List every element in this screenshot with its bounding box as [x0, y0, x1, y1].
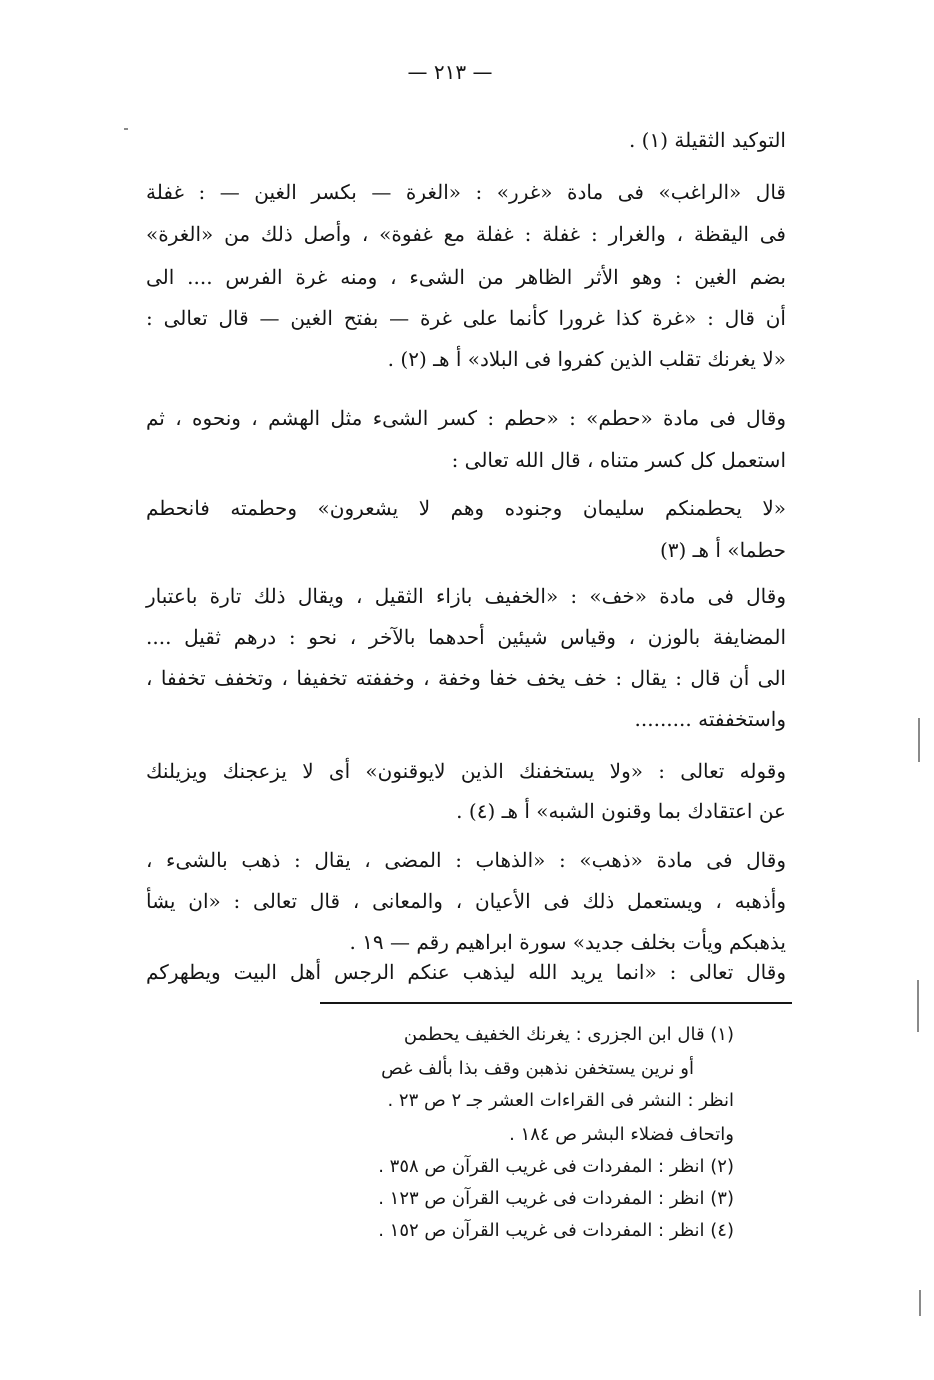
scan-artifact	[918, 718, 920, 762]
text-line: فى اليقظة ، والغرار : غفلة : غفلة مع غفوة» ، وأصل ذلك من «الغرة»	[146, 222, 786, 246]
footnote-line: انظر : النشر فى القراءات العشر جـ ٢ ص ٢٣ .	[387, 1090, 734, 1111]
footnote-line: (١) قال ابن الجزرى : يغرنك الخفيف يحطمن	[403, 1024, 734, 1045]
text-line: حطما» أ هـ (٣)	[659, 538, 786, 562]
text-line: استعمل كل كسر متناه ، قال الله تعالى :	[451, 448, 786, 472]
text-line: قال «الراغب» فى مادة «غرر» : «الغرة — بكسر الغين — : غفلة	[146, 180, 786, 204]
footnote-line: (٤) انظر : المفردات فى غريب القرآن ص ١٥٢ .	[378, 1220, 734, 1241]
text-line: يذهبكم ويأت بخلف جديد» سورة ابراهيم رقم — ١٩ .	[349, 930, 786, 954]
text-line: بضم الغين : وهو الأثر الظاهر من الشىء ، ومنه غرة الفرس .... الى	[146, 265, 786, 289]
footnote-line: واتحاف فضلاء البشر ص ١٨٤ .	[509, 1124, 734, 1145]
footnote-line: (٣) انظر : المفردات فى غريب القرآن ص ١٢٣ .	[378, 1188, 734, 1209]
footnote-line: أو نرين يستخفن نذهبن وقف بذا بألف غص	[381, 1058, 694, 1079]
text-line: وقال فى مادة «خف» : «الخفيف بازاء الثقيل ، ويقال ذلك تارة باعتبار	[146, 584, 786, 608]
text-line: وقال تعالى : «انما يريد الله ليذهب عنكم الرجس أهل البيت ويطهركم	[146, 960, 786, 984]
text-line: المضايفة بالوزن ، وقياس شيئين أحدهما بالآخر ، نحو : درهم ثقيل ....	[146, 625, 786, 649]
text-line: التوكيد الثقيلة (١) .	[628, 128, 786, 152]
footnote-separator	[320, 1002, 792, 1004]
scan-artifact	[919, 1290, 921, 1316]
text-line: «لا يغرنك تقلب الذين كفروا فى البلاد» أ هـ (٢) .	[387, 347, 786, 371]
scan-artifact	[124, 128, 128, 130]
text-line: وقال فى مادة «حطم» : «حطم : كسر الشىء مثل الهشم ، ونحوه ، ثم	[146, 406, 786, 430]
text-line: أن قال : «غرة كذا غرورا كأنما على غرة — بفتح الغين — قال تعالى :	[146, 306, 786, 330]
text-line: وقال فى مادة «ذهب» : «الذهاب : المضى ، يقال : ذهب بالشىء ،	[146, 848, 786, 872]
text-line: واستخففته .........	[634, 707, 786, 731]
page-number: — ٢١٣ —	[407, 60, 493, 84]
text-line: «لا يحطمنكم سليمان وجنوده وهم لا يشعرون» وحطمته فانحطم	[146, 496, 786, 520]
footnote-line: (٢) انظر : المفردات فى غريب القرآن ص ٣٥٨ .	[378, 1156, 734, 1177]
text-line: الى أن قال : يقال : خف يخف خفا وخفة ، وخففته تخفيفا ، وتخفف تخففا ،	[146, 666, 786, 690]
text-line: عن اعتقادك بما وقنون الشبه» أ هـ (٤) .	[456, 799, 786, 823]
text-line: وأذهبه ، ويستعمل ذلك فى الأعيان ، والمعانى ، قال تعالى : «ان يشأ	[146, 889, 786, 913]
scan-artifact	[917, 980, 919, 1032]
text-line: وقوله تعالى : «ولا يستخفنك الذين لايوقنون» أى لا يزعجنك ويزيلنك	[146, 759, 786, 783]
